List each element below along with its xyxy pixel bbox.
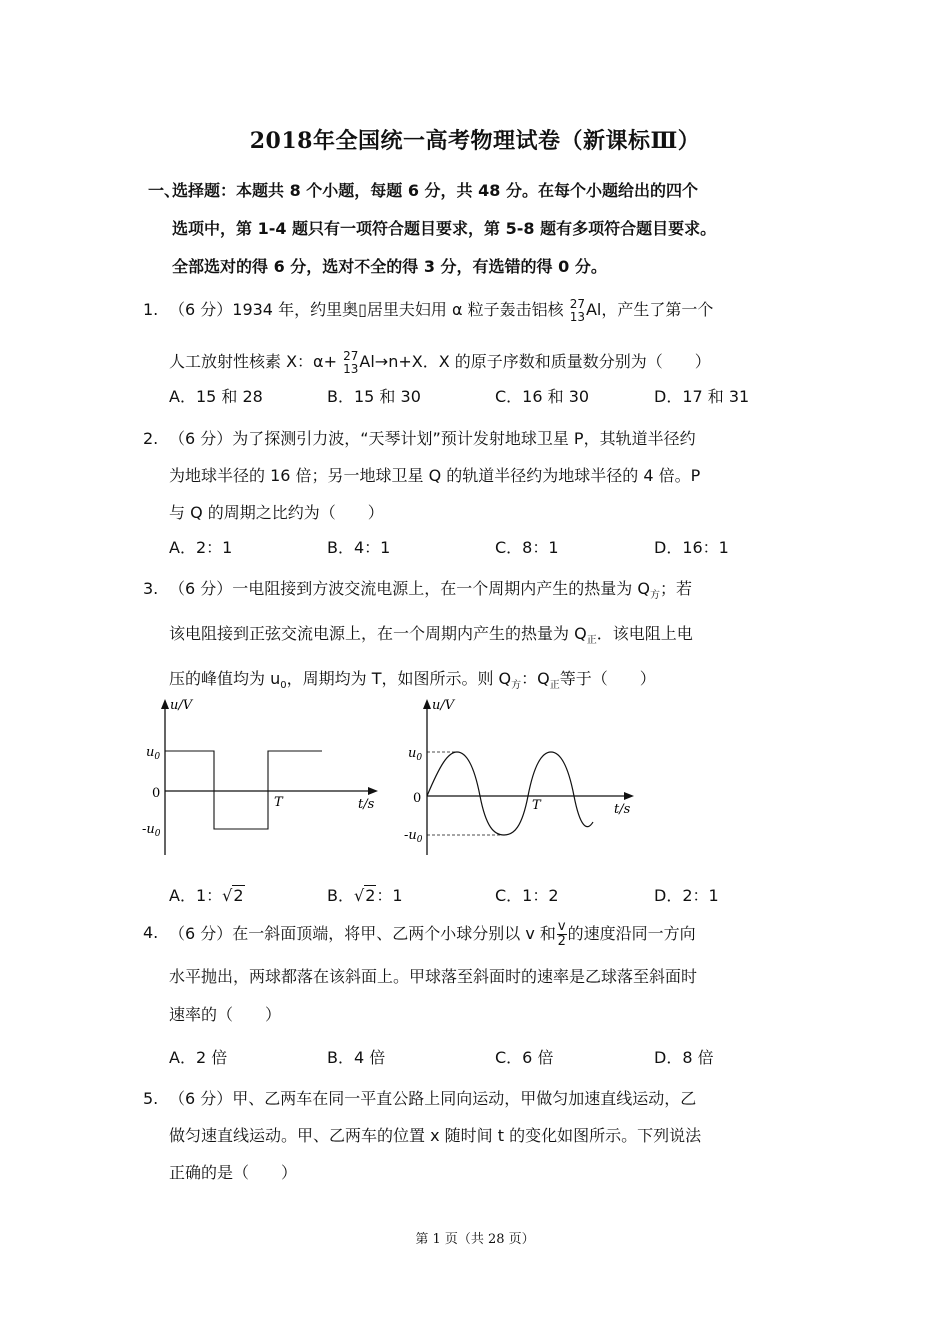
sine-wave bbox=[427, 752, 593, 835]
page-footer: 第 1 页（共 28 页） bbox=[415, 1232, 535, 1247]
question-line-1: （6 分）一电阻接到方波交流电源上，在一个周期内产生的热量为 $Q_方$；若 bbox=[169, 579, 692, 602]
square-wave-figure bbox=[140, 695, 390, 865]
option-a: A．2 倍 bbox=[169, 1048, 228, 1067]
period-label: T bbox=[274, 795, 283, 810]
y-axis-label: u/V bbox=[432, 698, 455, 713]
aluminum-nucleus: 27 13 bbox=[569, 296, 585, 324]
page-title: 2018年全国统一高考物理试卷（新课标Ⅲ） bbox=[249, 128, 701, 154]
option-a: A．2：1 bbox=[169, 538, 233, 557]
question-line-2: 水平抛出，两球都落在该斜面上。甲球落至斜面时的速率是乙球落至斜面时 bbox=[169, 967, 698, 986]
question-2-options bbox=[169, 535, 809, 559]
neg-peak-label: $-u_0$ bbox=[404, 828, 423, 845]
option-d: D．8 倍 bbox=[654, 1048, 714, 1067]
peak-label: $u_0$ bbox=[146, 745, 161, 762]
question-line-3: 与 Q 的周期之比约为（ ） bbox=[169, 503, 384, 522]
question-line-1: （6 分）1934 年，约里奥▯居里夫妇用 α 粒子轰击铝核 27 13 Al，产生了第一个 bbox=[169, 296, 714, 324]
question-line-1: （6 分）为了探测引力波，“天琴计划”预计发射地球卫星 P，其轨道半径约 bbox=[169, 429, 696, 448]
question-4-options bbox=[169, 1045, 809, 1069]
question-line-2: 做匀速直线运动。甲、乙两车的位置 x 随时间 t 的变化如图所示。下列说法 bbox=[169, 1126, 702, 1145]
option-a: A．15 和 28 bbox=[169, 387, 263, 406]
x-axis-arrow bbox=[624, 792, 634, 800]
section-number: 一、 bbox=[148, 181, 181, 200]
option-d: D．2：1 bbox=[654, 886, 719, 905]
x-axis-label: t/s bbox=[614, 802, 631, 817]
fraction-v-over-2: $\frac{v}{2}$ bbox=[557, 919, 566, 949]
option-b: B．15 和 30 bbox=[327, 387, 421, 406]
option-a: A．1：√2 bbox=[169, 886, 244, 905]
period-label: T bbox=[532, 798, 541, 813]
question-1-options bbox=[169, 384, 809, 408]
x-axis-label: t/s bbox=[358, 797, 375, 812]
y-axis-label: u/V bbox=[170, 698, 193, 713]
question-number: 4. bbox=[143, 923, 159, 942]
option-c: C．6 倍 bbox=[495, 1048, 554, 1067]
option-d: D．17 和 31 bbox=[654, 387, 750, 406]
sine-wave-figure bbox=[400, 695, 650, 865]
question-1 bbox=[143, 284, 813, 388]
question-line-3: 压的峰值均为 $u_0$，周期均为 T，如图所示。则 $Q_方$：$Q_正$等于（ ） bbox=[169, 669, 656, 692]
section-line-2: 选项中，第 1-4 题只有一项符合题目要求，第 5-8 题有多项符合题目要求。 bbox=[172, 219, 717, 238]
question-line-2: 该电阻接到正弦交流电源上，在一个周期内产生的热量为 $Q_正$．该电阻上电 bbox=[169, 624, 693, 647]
sqrt-symbol: √2 bbox=[353, 886, 376, 905]
origin-label: 0 bbox=[413, 791, 422, 806]
neg-peak-label: $-u_0$ bbox=[142, 822, 161, 839]
square-wave bbox=[165, 751, 322, 829]
origin-label: 0 bbox=[152, 786, 161, 801]
question-line-1: （6 分）在一斜面顶端，将甲、乙两个小球分别以 v 和 $\frac{v}{2}$ 的速度沿同一方向 bbox=[169, 919, 696, 949]
question-number: 1. bbox=[143, 300, 159, 319]
option-d: D．16：1 bbox=[654, 538, 729, 557]
section-line-3: 全部选对的得 6 分，选对不全的得 3 分，有选错的得 0 分。 bbox=[172, 257, 607, 276]
question-5 bbox=[143, 1080, 813, 1191]
question-number: 2. bbox=[143, 429, 159, 448]
question-number: 5. bbox=[143, 1089, 159, 1108]
question-3-options bbox=[169, 883, 809, 907]
option-b: B．4 倍 bbox=[327, 1048, 386, 1067]
option-c: C．8：1 bbox=[495, 538, 559, 557]
question-2 bbox=[143, 420, 813, 531]
sqrt-symbol: √2 bbox=[222, 886, 244, 905]
question-3 bbox=[143, 570, 813, 706]
question-line-1: （6 分）甲、乙两车在同一平直公路上同向运动，甲做匀加速直线运动，乙 bbox=[169, 1089, 697, 1108]
question-line-2: 为地球半径的 16 倍；另一地球卫星 Q 的轨道半径约为地球半径的 4 倍。P bbox=[169, 466, 701, 485]
section-heading bbox=[148, 172, 820, 286]
question-4 bbox=[143, 920, 813, 1034]
aluminum-nucleus: 27 13 bbox=[343, 348, 359, 376]
y-axis-arrow bbox=[423, 699, 431, 709]
question-number: 3. bbox=[143, 579, 159, 598]
question-line-3: 正确的是（ ） bbox=[169, 1163, 298, 1182]
option-b: B．4：1 bbox=[327, 538, 391, 557]
x-axis-arrow bbox=[368, 787, 378, 795]
option-c: C．1：2 bbox=[495, 886, 559, 905]
question-line-2: 人工放射性核素 X：α+ 27 13 Al→n+X．X 的原子序数和质量数分别为（ ） bbox=[169, 348, 711, 376]
section-line-1: 选择题：本题共 8 个小题，每题 6 分，共 48 分。在每个小题给出的四个 bbox=[172, 181, 698, 200]
peak-label: $u_0$ bbox=[408, 746, 423, 763]
y-axis-arrow bbox=[161, 699, 169, 709]
question-line-3: 速率的（ ） bbox=[169, 1005, 282, 1024]
option-c: C．16 和 30 bbox=[495, 387, 590, 406]
option-b: B．√2：1 bbox=[327, 886, 403, 905]
